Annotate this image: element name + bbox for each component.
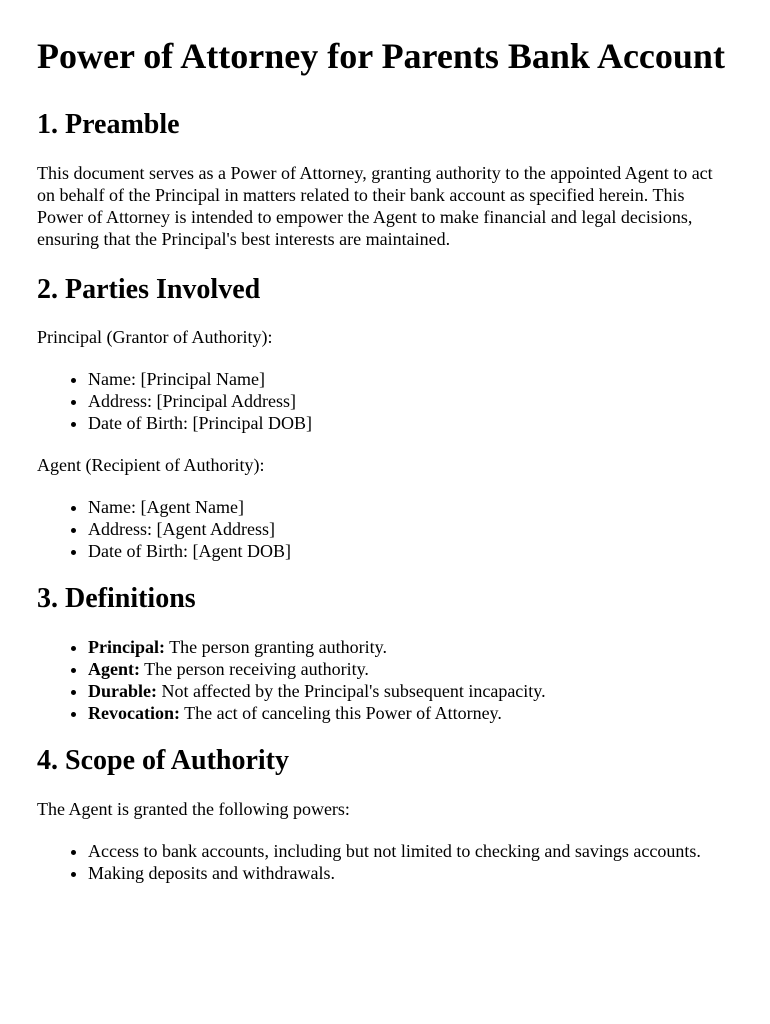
definitions-list [37,636,733,724]
scope-list [37,840,733,884]
section-parties [37,273,733,562]
list-item: • Name: [Agent Name] [88,496,733,518]
list-item: • Date of Birth: [Principal DOB] [88,412,733,434]
definition-item [88,680,733,702]
definition-term: Agent: [88,659,140,679]
definition-text: The person granting authority. [165,637,387,657]
section-definitions [37,582,733,724]
definition-text: Not affected by the Principal's subsequent incapacity. [157,681,546,701]
definition-item [88,658,733,680]
section-heading-preamble: 1. Preamble [37,109,180,140]
agent-details-list [37,496,733,562]
agent-label: Agent (Recipient of Authority): [37,455,265,475]
definition-text: The person receiving authority. [140,659,369,679]
principal-label: Principal (Grantor of Authority): [37,327,273,347]
definition-item [88,636,733,658]
scope-intro: The Agent is granted the following powers: [37,799,350,819]
definition-item [88,702,733,724]
section-scope [37,744,733,884]
list-item: • Date of Birth: [Agent DOB] [88,540,733,562]
section-heading-definitions: 3. Definitions [37,583,196,614]
section-heading-parties: 2. Parties Involved [37,274,261,305]
definition-term: Durable: [88,681,157,701]
list-item: • Address: [Agent Address] [88,518,733,540]
list-item: • Making deposits and withdrawals. [88,862,733,884]
section-heading-scope: 4. Scope of Authority [37,745,289,776]
preamble-text: This document serves as a Power of Attorney, granting authority to the appointed Agent to act on behalf of the Principal in matters related to their bank account as specified herein. This Power of Attorney is intended to empower the Agent to make financial and legal decisions, ensuring that the Principal's best interests are maintained. [37,163,713,249]
definition-term: Revocation: [88,703,180,723]
section-preamble [37,108,733,250]
definition-text: The act of canceling this Power of Attorney. [179,703,502,723]
definition-term: Principal: [88,637,165,657]
list-item: • Access to bank accounts, including but not limited to checking and savings accounts. [88,840,733,862]
document-title: Power of Attorney for Parents Bank Account [37,36,725,76]
principal-details-list [37,368,733,434]
list-item: • Name: [Principal Name] [88,368,733,390]
list-item: • Address: [Principal Address] [88,390,733,412]
